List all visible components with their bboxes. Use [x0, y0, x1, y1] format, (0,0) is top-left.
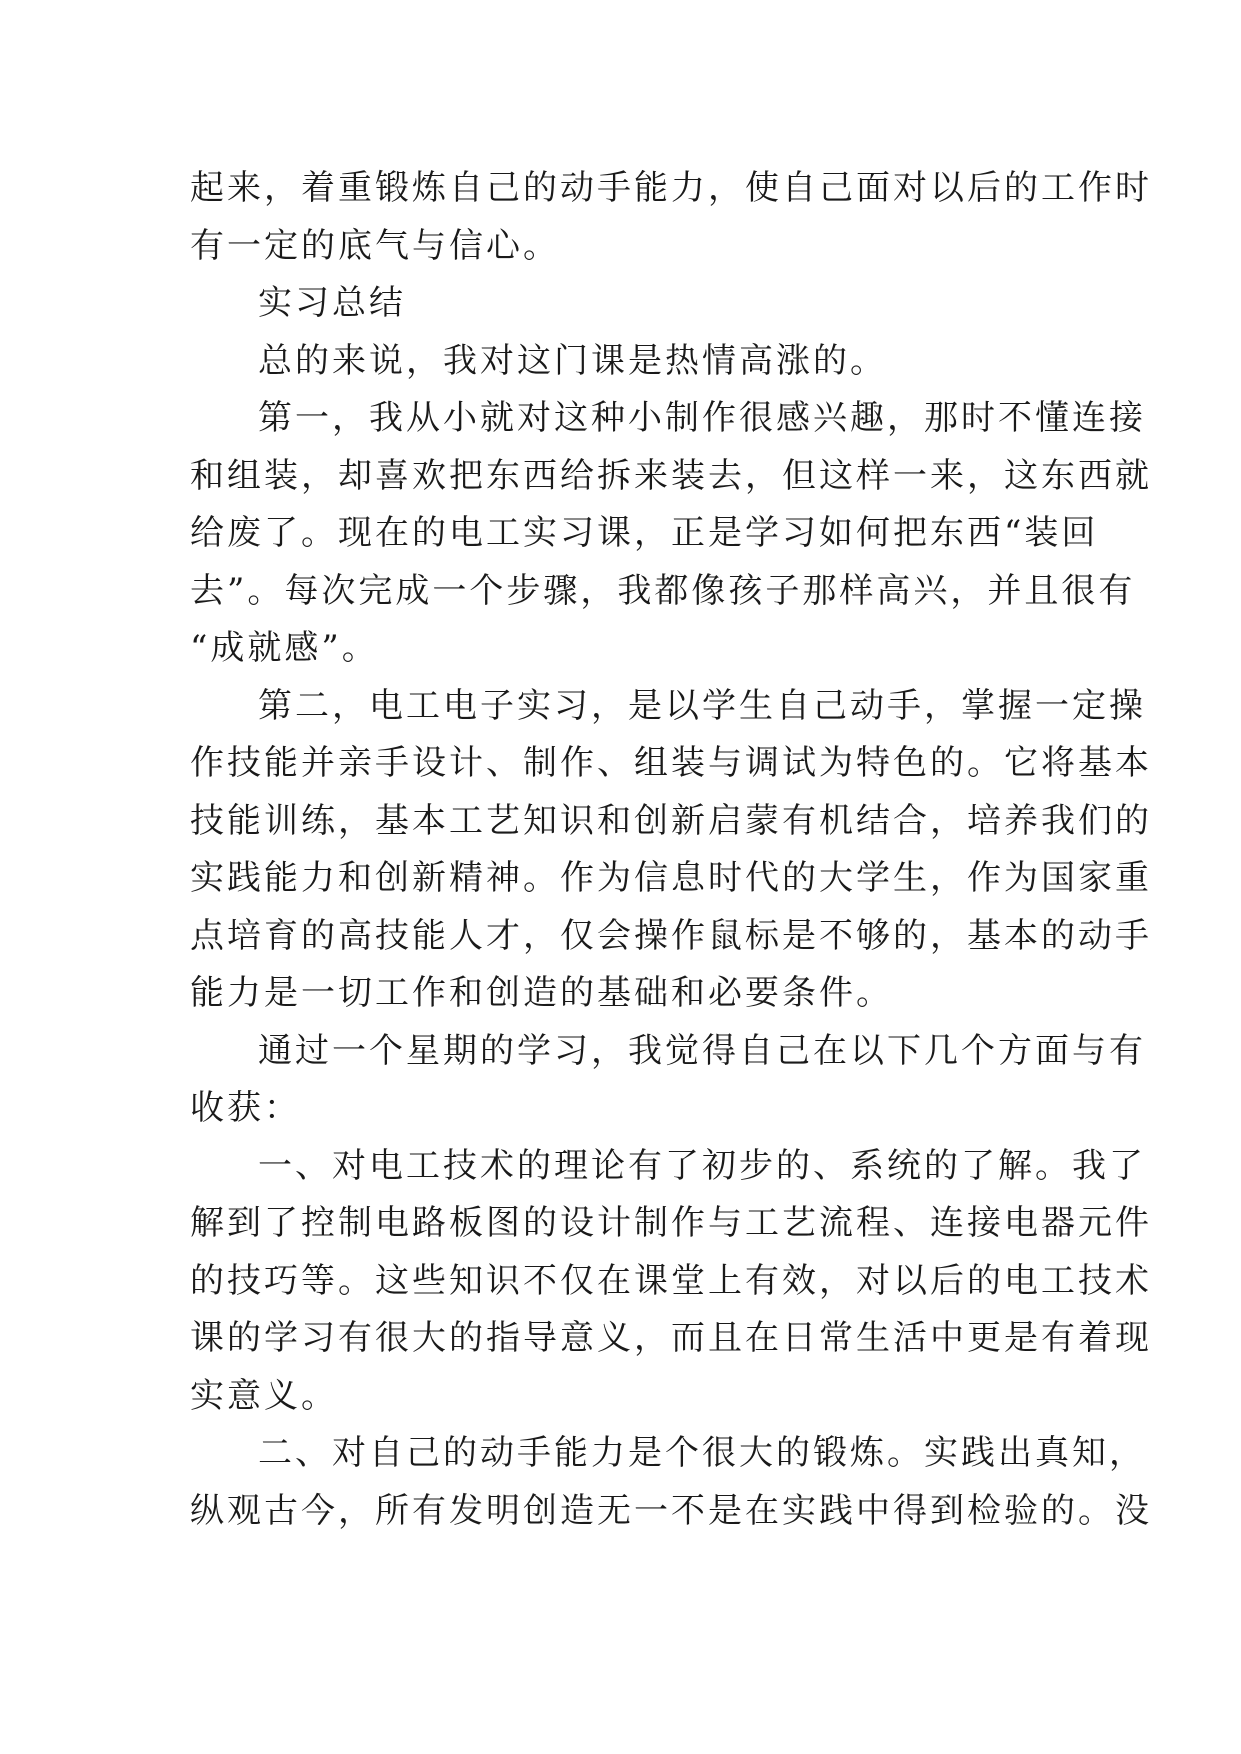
- text-line: 解到了控制电路板图的设计制作与工艺流程、连接电器元件: [190, 1203, 1152, 1243]
- text-line: 点培育的高技能人才，仅会操作鼠标是不够的，基本的动手: [190, 915, 1152, 956]
- text-line: 实习总结: [258, 283, 406, 323]
- text-line: “成就感”。: [190, 628, 379, 668]
- text-line: 和组装，却喜欢把东西给拆来装去，但这样一来，这东西就: [190, 455, 1152, 496]
- text-line: 技能训练，基本工艺知识和创新启蒙有机结合，培养我们的: [190, 800, 1152, 841]
- text-line: 总的来说，我对这门课是热情高涨的。: [258, 340, 887, 381]
- text-line: 纵观古今，所有发明创造无一不是在实践中得到检验的。没: [190, 1490, 1152, 1531]
- text-line: 起来，着重锻炼自己的动手能力，使自己面对以后的工作时: [190, 168, 1152, 208]
- text-line: 实意义。: [190, 1375, 338, 1416]
- text-line: 能力是一切工作和创造的基础和必要条件。: [190, 973, 893, 1013]
- text-line: 去”。每次完成一个步骤，我都像孩子那样高兴，并且很有: [190, 570, 1136, 611]
- text-line: 课的学习有很大的指导意义，而且在日常生活中更是有着现: [190, 1318, 1152, 1358]
- text-line: 实践能力和创新精神。作为信息时代的大学生，作为国家重: [190, 858, 1152, 898]
- text-line: 给废了。现在的电工实习课，正是学习如何把东西“装回: [190, 513, 1099, 553]
- text-line: 收获：: [190, 1088, 301, 1128]
- text-line: 通过一个星期的学习，我觉得自己在以下几个方面与有: [258, 1030, 1146, 1071]
- text-line: 的技巧等。这些知识不仅在课堂上有效，对以后的电工技术: [190, 1260, 1152, 1301]
- text-line: 一、对电工技术的理论有了初步的、系统的了解。我了: [258, 1145, 1146, 1186]
- text-line: 二、对自己的动手能力是个很大的锻炼。实践出真知，: [258, 1433, 1146, 1473]
- document-body: [190, 160, 1152, 1540]
- text-line: 有一定的底气与信心。: [190, 225, 560, 266]
- text-line: 作技能并亲手设计、制作、组装与调试为特色的。它将基本: [190, 743, 1152, 783]
- text-line: 第二，电工电子实习，是以学生自己动手，掌握一定操: [258, 685, 1146, 726]
- text-line: 第一，我从小就对这种小制作很感兴趣，那时不懂连接: [258, 398, 1146, 438]
